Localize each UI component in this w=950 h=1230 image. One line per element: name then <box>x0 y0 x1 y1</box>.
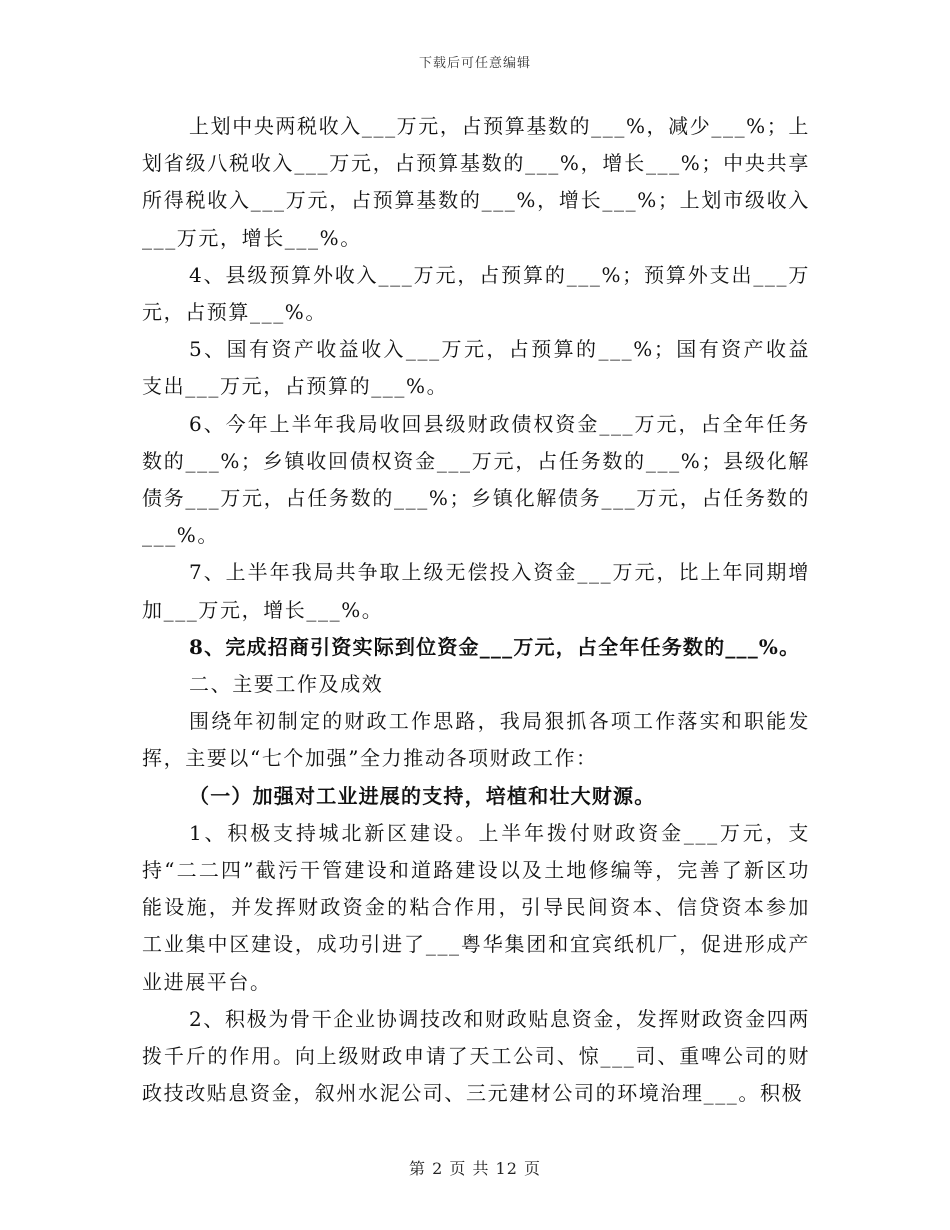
subsection-heading-industry: （一）加强对工业进展的支持，培植和壮大财源。 <box>189 783 656 808</box>
paragraph-central-tax: 上划中央两税收入___万元，占预算基数的___%，减少___%；上划省级八税收入___万元，占预算基数的___%，增长___%；中央共享所得税收入___万元，占预算基数的___%，增长___%；上划市级收入___万元，增长___%。 <box>142 114 810 250</box>
paragraph-item-5: 5、国有资产收益收入___万元，占预算的___%；国有资产收益支出___万元，占预算的___%。 <box>142 337 810 399</box>
page-header: 下载后可任意编辑 <box>418 56 531 71</box>
section-heading-main-work: 二、主要工作及成效 <box>189 672 384 697</box>
paragraph-item-7: 7、上半年我局共争取上级无偿投入资金___万元，比上年同期增加___万元，增长___%。 <box>142 560 810 622</box>
paragraph-item-6: 6、今年上半年我局收回县级财政债权资金___万元，占全年任务数的___%；乡镇收回债权资金___万元，占任务数的___%；县级化解债务___万元，占任务数的___%；乡镇化解债务___万元，占任务数的___%。 <box>142 411 810 548</box>
paragraph-item-8: 8、完成招商引资实际到位资金___万元，占全年任务数的___%。 <box>189 634 801 659</box>
document-body <box>142 108 810 1112</box>
paragraph-point-2: 2、积极为骨干企业协调技改和财政贴息资金，发挥财政资金四两拨千斤的作用。向上级财政申请了天工公司、惊___司、重啤公司的财政技改贴息资金，叙州水泥公司、三元建材公司的环境治理___。积极 <box>142 1006 810 1106</box>
paragraph-item-4: 4、县级预算外收入___万元，占预算的___%；预算外支出___万元，占预算___%。 <box>142 262 810 325</box>
paragraph-intro: 围绕年初制定的财政工作思路，我局狠抓各项工作落实和职能发挥，主要以“七个加强”全力推动各项财政工作： <box>142 709 810 771</box>
paragraph-point-1: 1、积极支持城北新区建设。上半年拨付财政资金___万元，支持“二二四”截污干管建设和道路建设以及土地修编等，完善了新区功能设施，并发挥财政资金的粘合作用，引导民间资本、信贷资本参加工业集中区建设，成功引进了___粤华集团和宜宾纸机厂，促进形成产业进展平台。 <box>142 820 810 994</box>
page-footer: 第 2 页 共 12 页 <box>409 1159 541 1178</box>
